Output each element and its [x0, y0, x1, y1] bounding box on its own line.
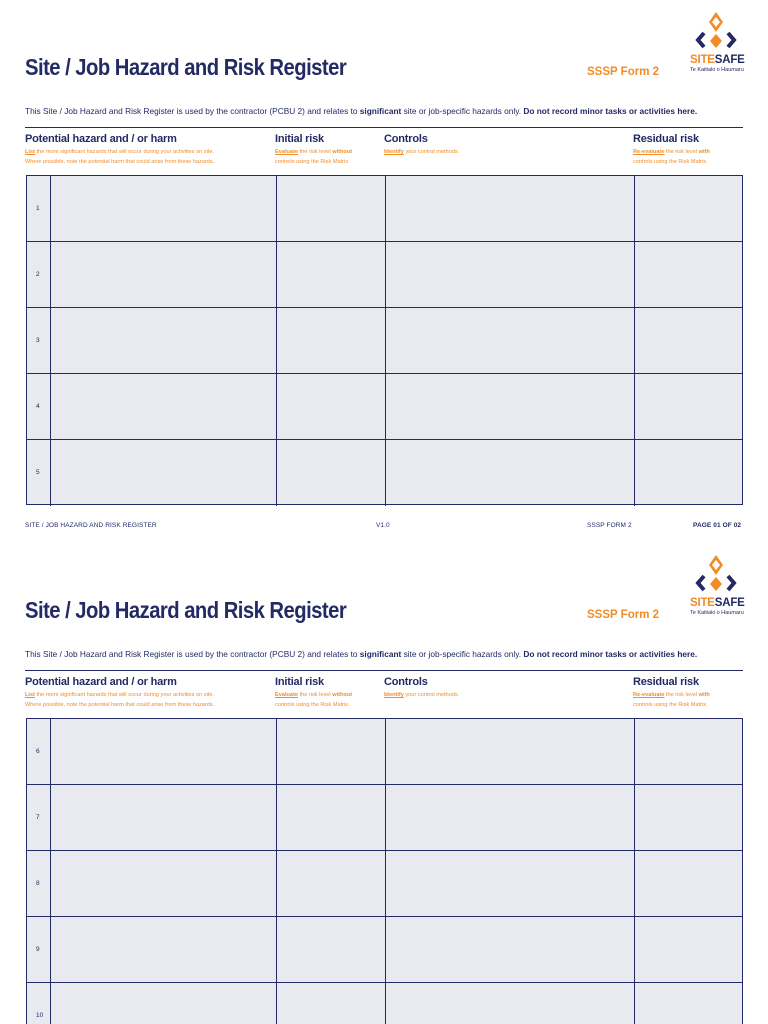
initial-risk-cell[interactable] — [277, 176, 386, 241]
brand-wordmark: SITESAFE — [690, 54, 745, 66]
page-title: Site / Job Hazard and Risk Register — [25, 597, 347, 623]
divider — [25, 670, 743, 671]
controls-cell[interactable] — [386, 719, 635, 784]
hazard-cell[interactable] — [51, 917, 277, 982]
residual-risk-cell[interactable] — [635, 719, 742, 784]
sitesafe-diamond-icon — [686, 10, 746, 54]
residual-risk-cell[interactable] — [635, 308, 742, 373]
table-row — [27, 176, 742, 242]
column-header-initial-risk: Initial risk Evaluate the risk level without controls using the Risk Matrix. — [275, 676, 353, 708]
table-row — [27, 242, 742, 308]
controls-cell[interactable] — [386, 851, 635, 916]
divider — [25, 127, 743, 128]
brand-tagline: Te Kaitiaki o Haumaru — [690, 67, 744, 73]
column-header-residual-risk: Residual risk Re-evaluate the risk level with controls using the Risk Matrix. — [633, 133, 710, 165]
hazard-cell[interactable] — [51, 176, 277, 241]
controls-cell[interactable] — [386, 785, 635, 850]
hazard-cell[interactable] — [51, 374, 277, 439]
table-row — [27, 308, 742, 374]
hazard-cell[interactable] — [51, 242, 277, 307]
table-row — [27, 851, 742, 917]
initial-risk-cell[interactable] — [277, 983, 386, 1024]
controls-cell[interactable] — [386, 917, 635, 982]
column-header-controls: Controls Identify your control methods. — [384, 133, 460, 155]
row-number-cell: 7 — [27, 785, 51, 850]
residual-risk-cell[interactable] — [635, 785, 742, 850]
row-number-cell: 8 — [27, 851, 51, 916]
initial-risk-cell[interactable] — [277, 917, 386, 982]
residual-risk-cell[interactable] — [635, 917, 742, 982]
sitesafe-logo — [686, 553, 746, 623]
column-header-residual-risk: Residual risk Re-evaluate the risk level with controls using the Risk Matrix. — [633, 676, 710, 708]
intro-text: This Site / Job Hazard and Risk Register is used by the contractor (PCBU 2) and relates to significant site or job-specific hazards only. Do not record minor tasks or activities here. — [25, 106, 698, 116]
row-number-cell: 10 — [27, 983, 51, 1024]
page-title: Site / Job Hazard and Risk Register — [25, 54, 347, 80]
table-row — [27, 785, 742, 851]
residual-risk-cell[interactable] — [635, 851, 742, 916]
controls-cell[interactable] — [386, 308, 635, 373]
table-row — [27, 719, 742, 785]
footer-form: SSSP FORM 2 — [587, 522, 632, 529]
footer-version: V1.0 — [376, 522, 390, 529]
table-row — [27, 917, 742, 983]
row-number-cell: 5 — [27, 440, 51, 506]
hazard-cell[interactable] — [51, 851, 277, 916]
sitesafe-logo — [686, 10, 746, 80]
residual-risk-cell[interactable] — [635, 374, 742, 439]
intro-text: This Site / Job Hazard and Risk Register is used by the contractor (PCBU 2) and relates to significant site or job-specific hazards only. Do not record minor tasks or activities here. — [25, 649, 698, 659]
row-number-cell: 2 — [27, 242, 51, 307]
controls-cell[interactable] — [386, 983, 635, 1024]
row-number-cell: 1 — [27, 176, 51, 241]
residual-risk-cell[interactable] — [635, 242, 742, 307]
hazard-cell[interactable] — [51, 440, 277, 506]
row-number-cell: 3 — [27, 308, 51, 373]
brand-tagline: Te Kaitiaki o Haumaru — [690, 610, 744, 616]
controls-cell[interactable] — [386, 242, 635, 307]
hazard-cell[interactable] — [51, 983, 277, 1024]
hazard-cell[interactable] — [51, 785, 277, 850]
column-header-initial-risk: Initial risk Evaluate the risk level without controls using the Risk Matrix. — [275, 133, 353, 165]
table-row — [27, 440, 742, 506]
column-header-hazard: Potential hazard and / or harm List the more significant hazards that will occur during your activities on site. Where possible, note the potential harm that could arise from these hazards. — [25, 133, 215, 165]
controls-cell[interactable] — [386, 440, 635, 506]
row-number-cell: 9 — [27, 917, 51, 982]
hazard-cell[interactable] — [51, 308, 277, 373]
residual-risk-cell[interactable] — [635, 440, 742, 506]
row-number-cell: 4 — [27, 374, 51, 439]
form-page-2 — [0, 543, 768, 1024]
hazard-register-table — [26, 175, 743, 505]
form-label: SSSP Form 2 — [587, 66, 660, 78]
footer-page-number: PAGE 01 OF 02 — [693, 522, 742, 529]
residual-risk-cell[interactable] — [635, 176, 742, 241]
initial-risk-cell[interactable] — [277, 242, 386, 307]
initial-risk-cell[interactable] — [277, 308, 386, 373]
residual-risk-cell[interactable] — [635, 983, 742, 1024]
initial-risk-cell[interactable] — [277, 440, 386, 506]
initial-risk-cell[interactable] — [277, 851, 386, 916]
table-row — [27, 983, 742, 1024]
column-header-controls: Controls Identify your control methods. — [384, 676, 460, 698]
initial-risk-cell[interactable] — [277, 785, 386, 850]
row-number-cell: 6 — [27, 719, 51, 784]
form-label: SSSP Form 2 — [587, 609, 660, 621]
brand-wordmark: SITESAFE — [690, 597, 745, 609]
initial-risk-cell[interactable] — [277, 719, 386, 784]
hazard-register-table — [26, 718, 743, 1024]
controls-cell[interactable] — [386, 176, 635, 241]
column-header-hazard: Potential hazard and / or harm List the more significant hazards that will occur during your activities on site. Where possible, note the potential harm that could arise from these hazards. — [25, 676, 215, 708]
footer-document-name: SITE / JOB HAZARD AND RISK REGISTER — [25, 522, 157, 529]
hazard-cell[interactable] — [51, 719, 277, 784]
table-row — [27, 374, 742, 440]
sitesafe-diamond-icon — [686, 553, 746, 597]
controls-cell[interactable] — [386, 374, 635, 439]
initial-risk-cell[interactable] — [277, 374, 386, 439]
